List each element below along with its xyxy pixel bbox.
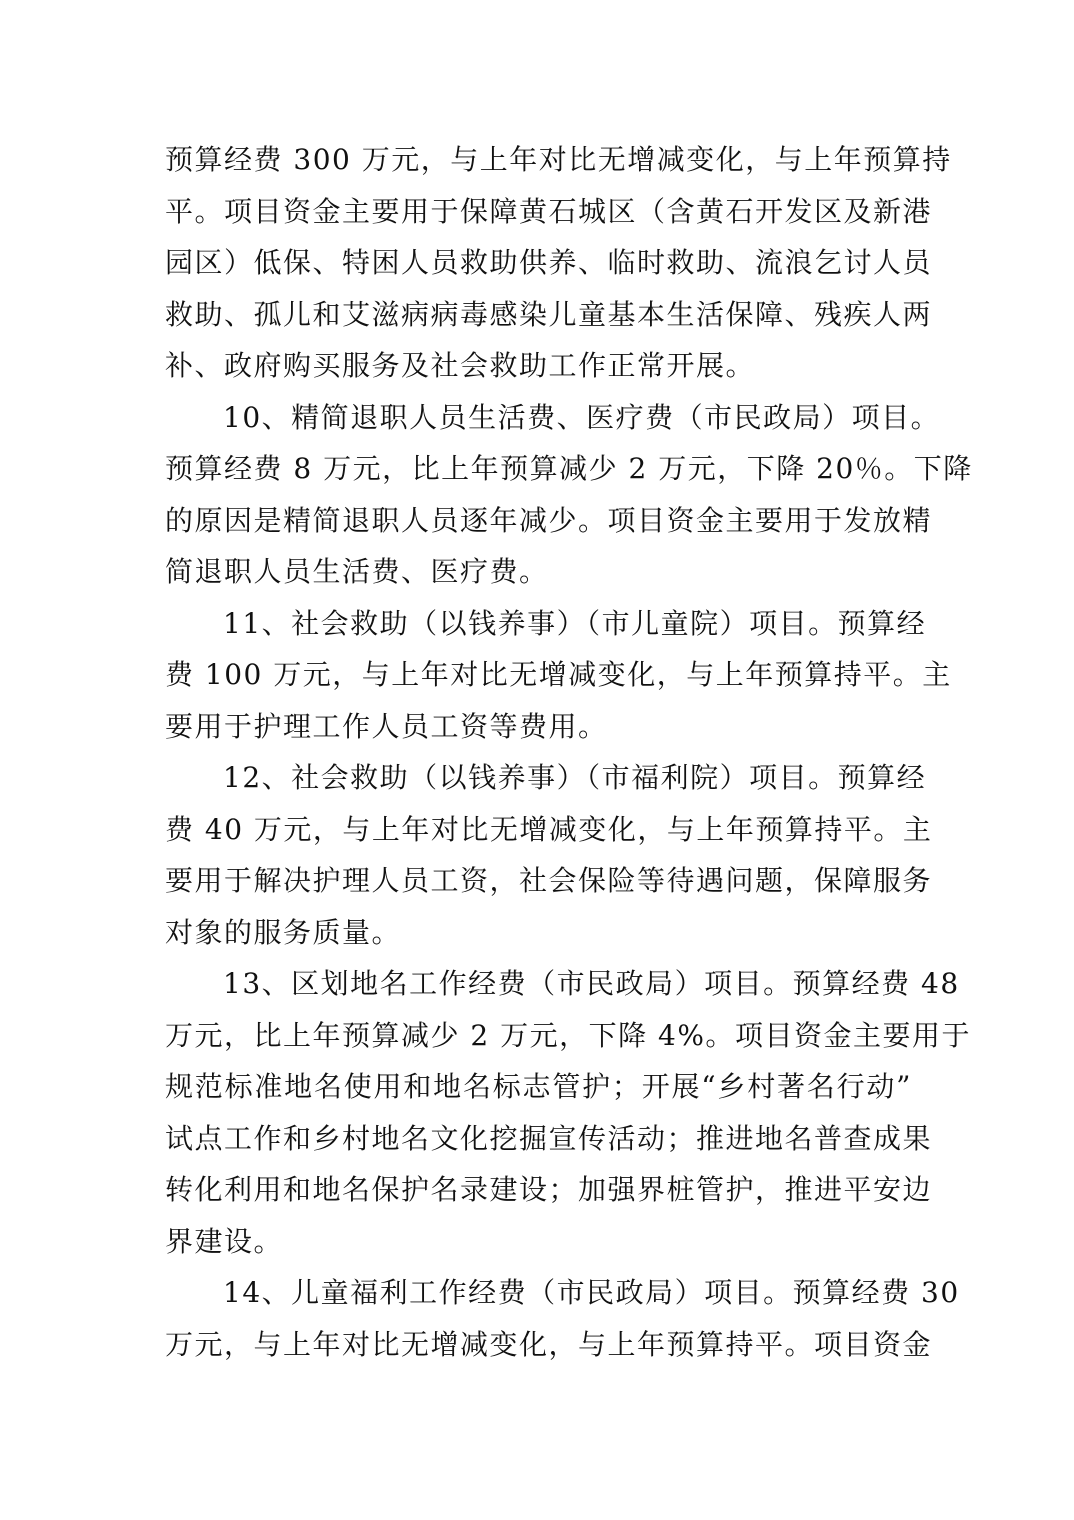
text-line: 13、区划地名工作经费（市民政局）项目。预算经费 48 <box>223 967 960 1000</box>
text-line: 要用于护理工作人员工资等费用。 <box>165 709 608 743</box>
text-line: 简退职人员生活费、医疗费。 <box>165 555 549 588</box>
text-line: 14、儿童福利工作经费（市民政局）项目。预算经费 30 <box>223 1276 960 1309</box>
text-line: 界建设。 <box>165 1224 284 1258</box>
text-line: 费 40 万元，与上年对比无增减变化，与上年预算持平。主 <box>165 812 933 846</box>
text-line: 万元，比上年预算减少 2 万元，下降 4%。项目资金主要用于 <box>165 1018 971 1052</box>
text-line: 试点工作和乡村地名文化挖掘宣传活动；推进地名普查成果 <box>165 1121 933 1155</box>
text-line: 转化利用和地名保护名录建设；加强界桩管护，推进平安边 <box>165 1173 933 1206</box>
text-line: 规范标准地名使用和地名标志管护；开展“乡村著名行动” <box>165 1070 912 1103</box>
paragraph-item-14 <box>165 1267 960 1370</box>
text-line: 要用于解决护理人员工资，社会保险等待遇问题，保障服务 <box>165 864 933 897</box>
text-line: 平。项目资金主要用于保障黄石城区（含黄石开发区及新港 <box>165 194 933 228</box>
text-line: 预算经费 8 万元，比上年预算减少 2 万元，下降 20％。下降 <box>165 452 973 485</box>
text-line: 园区）低保、特困人员救助供养、临时救助、流浪乞讨人员 <box>165 246 933 279</box>
text-line: 12、社会救助（以钱养事）（市福利院）项目。预算经 <box>223 761 927 794</box>
paragraph-item-11 <box>165 598 952 753</box>
text-line: 费 100 万元，与上年对比无增减变化，与上年预算持平。主 <box>165 658 952 691</box>
paragraph-social-assistance-continued <box>165 134 952 392</box>
paragraph-item-12 <box>165 752 933 958</box>
paragraph-item-10 <box>165 392 973 598</box>
document-body <box>165 134 973 1370</box>
text-line: 11、社会救助（以钱养事）（市儿童院）项目。预算经 <box>223 606 927 640</box>
paragraph-item-13 <box>165 958 971 1267</box>
text-line: 的原因是精简退职人员逐年减少。项目资金主要用于发放精 <box>165 503 933 537</box>
text-line: 10、精简退职人员生活费、医疗费（市民政局）项目。 <box>223 400 941 434</box>
text-line: 万元，与上年对比无增减变化，与上年预算持平。项目资金 <box>165 1327 933 1361</box>
text-line: 补、政府购买服务及社会救助工作正常开展。 <box>165 349 756 382</box>
text-line: 预算经费 300 万元，与上年对比无增减变化，与上年预算持 <box>165 143 952 176</box>
text-line: 救助、孤儿和艾滋病病毒感染儿童基本生活保障、残疾人两 <box>165 297 933 331</box>
text-line: 对象的服务质量。 <box>165 915 402 949</box>
